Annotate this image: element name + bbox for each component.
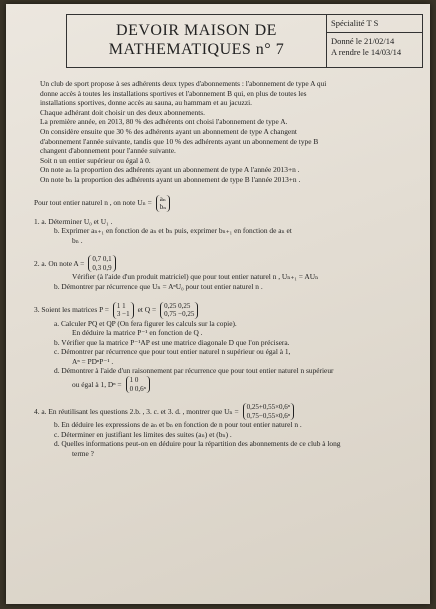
question-3 <box>34 319 419 377</box>
intro-line: donne accès à toutes les installations sportives et l'abonnement B qui, en plus de toutes les <box>40 88 307 98</box>
title-line-1: DEVOIR MAISON DE <box>116 22 277 39</box>
matrix-a <box>88 255 115 272</box>
intro-line: On note aₙ la proportion des adhérents ayant un abonnement de type A l'année 2013+n . <box>40 165 300 175</box>
matrix-row: 0,25 0,25 <box>164 301 191 310</box>
q4-d-cont: terme ? <box>72 448 94 458</box>
intro-line: Un club de sport propose à ses adhérents deux types d'abonnements : l'abonnement de type A qui <box>40 79 327 88</box>
intro-line: On note bₙ la proportion des adhérents ayant un abonnement de type B l'année 2013+n . <box>40 174 301 184</box>
speciality: Spécialité T S <box>327 15 422 33</box>
matrix-row: 0,75 −0,25 <box>164 310 195 318</box>
given-date: Donné le 21/02/14 <box>331 36 395 46</box>
q3-and: et Q = <box>137 305 157 315</box>
matrix-q <box>160 302 198 319</box>
dates <box>327 33 422 61</box>
header-meta <box>327 15 422 67</box>
intro-paragraph <box>34 79 419 185</box>
question-4-def <box>34 403 419 420</box>
q1-b: b. Exprimer aₙ₊₁ en fonction de aₙ et bₙ puis, exprimer bₙ₊₁ en fonction de aₙ et <box>54 226 292 236</box>
intro-line: d'abonnement l'année suivante, tandis que 10 % des adhérents ayant un abonnement de type B <box>40 136 319 146</box>
matrix-row: 0,7 0,1 <box>92 255 112 264</box>
q3-d: d. Démontrer à l'aide d'un raisonnement par récurrence que pour tout entier naturel n supérieur <box>54 366 334 376</box>
q4-d: d. Quelles informations peut-on en déduire pour la répartition des abonnements de ce club à long <box>54 439 341 449</box>
q3-a: a. Calculer PQ et QP (On fera figurer les calculs sur la copie). <box>54 318 237 328</box>
matrix-row: bₙ <box>159 203 167 212</box>
matrix-row: 0,3 0,9 <box>92 263 112 272</box>
title-line-2: MATHEMATIQUES n° 7 <box>108 41 285 58</box>
matrix-row: 3 −1 <box>116 310 130 318</box>
intro-line: Soit n un entier supérieur ou égal à 0. <box>40 155 151 165</box>
due-date: A rendre le 14/03/14 <box>331 47 402 57</box>
q2-label: 2. a. On note A = <box>34 259 85 269</box>
q4-label: 4. a. En réutilisant les questions 2.b. , 3. c. et 3. d. , montrer que Uₙ = <box>34 406 239 416</box>
intro-line: changent d'abonnement pour l'année suivante. <box>40 146 176 156</box>
matrix-row: 0,25+0,55×0,6ⁿ <box>246 403 290 412</box>
matrix-row: 1 1 <box>116 301 126 310</box>
definition-text: Pour tout entier naturel n , on note Uₙ = <box>34 198 152 208</box>
intro-line: installations sportives, donne accès au sauna, au hammam et au jacuzzi. <box>40 98 252 108</box>
question-3-def <box>34 302 419 319</box>
question-2-def <box>34 255 419 272</box>
q1-a: 1. a. Déterminer U₀ et U₁ . <box>34 216 113 226</box>
q3-d-end <box>34 376 419 393</box>
matrix-un <box>243 403 294 420</box>
question-2 <box>34 272 419 291</box>
matrix-u <box>156 195 171 212</box>
q3-d-end-text: ou égal à 1, Dⁿ = <box>72 379 122 389</box>
definition-u <box>34 195 419 212</box>
q3-c-formula: Aⁿ = PDⁿP⁻¹ . <box>72 356 114 366</box>
q3-a-deduce: En déduire la matrice P⁻¹ en fonction de Q . <box>72 328 203 338</box>
matrix-p <box>113 302 134 319</box>
q1-b-cont: bₙ . <box>72 235 83 245</box>
q2-b: b. Démontrer par récurrence que Uₙ = AⁿU₀ pour tout entier naturel n . <box>54 281 263 291</box>
matrix-row: aₙ <box>159 194 166 203</box>
q3-label: 3. Soient les matrices P = <box>34 305 109 315</box>
intro-line: On considère ensuite que 30 % des adhérents ayant un abonnement de type A changent <box>40 126 297 136</box>
matrix-d <box>126 376 150 393</box>
document-title <box>67 15 327 67</box>
q4-c: c. Déterminer en justifiant les limites des suites (aₙ) et (bₙ) . <box>54 429 232 439</box>
header-box <box>66 14 423 68</box>
matrix-row: 1 0 <box>129 376 139 385</box>
intro-line: Chaque adhérant doit choisir un des deux abonnements. <box>40 107 206 117</box>
q4-b: b. En déduire les expressions de aₙ et bₙ en fonction de n pour tout entier naturel n . <box>54 420 302 430</box>
q3-b: b. Vérifier que la matrice P⁻¹AP est une matrice diagonale D que l'on précisera. <box>54 337 290 347</box>
matrix-row: 0 0,6ⁿ <box>129 384 146 393</box>
intro-line: La première année, en 2013, 80 % des adhérents ont choisi l'abonnement de type A. <box>40 117 288 127</box>
document-body <box>34 79 419 458</box>
homework-sheet <box>6 4 430 604</box>
question-1 <box>34 217 419 246</box>
q3-c: c. Démontrer par récurrence que pour tout entier naturel n supérieur ou égal à 1, <box>54 347 291 357</box>
question-4 <box>34 420 419 458</box>
q2-verify: Vérifier (à l'aide d'un produit matriciel) que pour tout entier naturel n , Uₙ₊₁ = AUₙ <box>72 272 319 282</box>
matrix-row: 0,75−0,55×0,6ⁿ <box>246 411 290 420</box>
